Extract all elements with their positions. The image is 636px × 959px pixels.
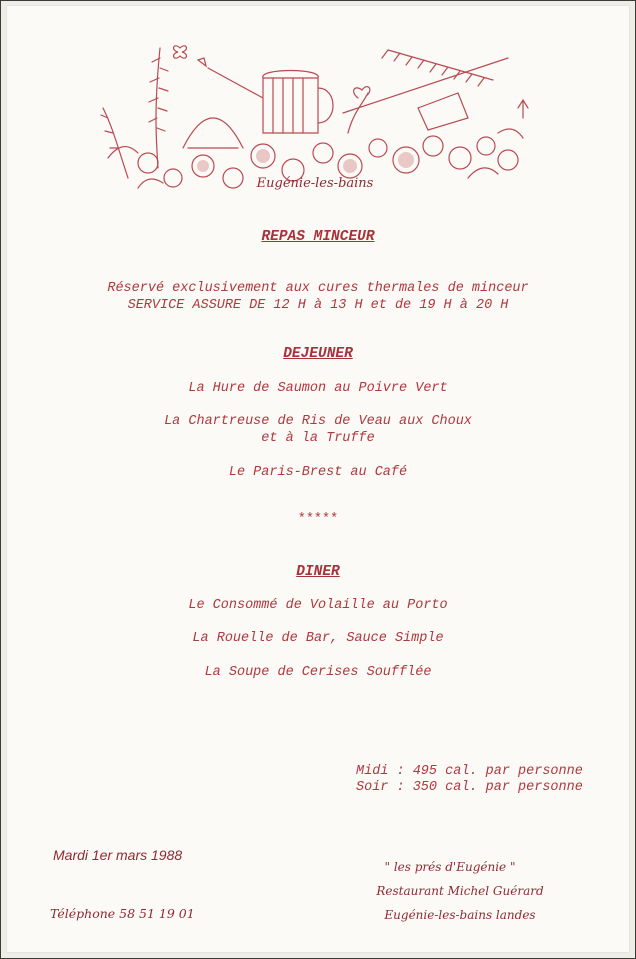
location: Eugénie-les-bains landes	[384, 908, 536, 922]
separator-stars: *****	[297, 512, 339, 527]
intro-line-2: SERVICE ASSURE DE 12 H à 13 H et de 19 H à 20 H	[127, 298, 509, 313]
dejeuner-item: La Hure de Saumon au Poivre Vert	[188, 381, 448, 396]
intro-line-1: Réservé exclusivement aux cures thermales de minceur	[107, 281, 529, 296]
dejeuner-item: et à la Truffe	[261, 431, 375, 446]
diner-heading: DINER	[296, 564, 340, 580]
garden-illustration	[88, 38, 538, 198]
telephone: Téléphone 58 51 19 01	[50, 906, 195, 921]
dejeuner-heading: DEJEUNER	[283, 346, 353, 362]
brand-script-logo: Eugénie-les-bains	[256, 176, 374, 191]
menu-date: Mardi 1er mars 1988	[53, 847, 183, 863]
diner-item: La Rouelle de Bar, Sauce Simple	[192, 631, 444, 646]
menu-title: REPAS MINCEUR	[261, 229, 375, 245]
dejeuner-item: La Chartreuse de Ris de Veau aux Choux	[164, 414, 472, 429]
calories-soir: Soir : 350 cal. par personne	[356, 780, 583, 795]
venue-name: " les prés d'Eugénie "	[384, 860, 516, 874]
diner-item: La Soupe de Cerises Soufflée	[204, 665, 432, 680]
restaurant-name: Restaurant Michel Guérard	[376, 884, 544, 898]
calories-midi: Midi : 495 cal. par personne	[356, 764, 583, 779]
dejeuner-item: Le Paris-Brest au Café	[228, 465, 408, 480]
diner-item: Le Consommé de Volaille au Porto	[188, 598, 448, 613]
